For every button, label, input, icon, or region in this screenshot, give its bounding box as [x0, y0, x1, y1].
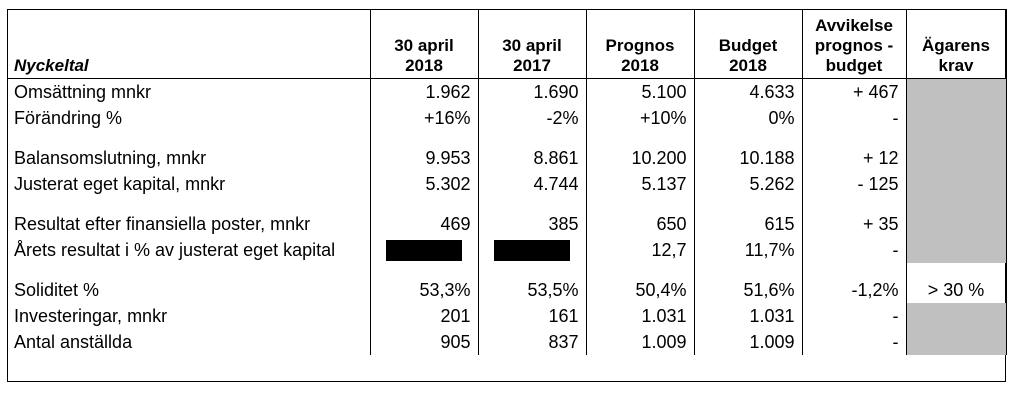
cell-value: 10.188 [694, 145, 802, 171]
header-budget-2018: Budget 2018 [694, 9, 802, 78]
header-agarens-krav: Ägarens krav [906, 9, 1006, 78]
row-label: Antal anställda [7, 329, 370, 355]
cell-value: 201 [370, 303, 478, 329]
key-figures-table [7, 9, 1007, 355]
cell-value: 4.633 [694, 78, 802, 105]
cell-value: 1.031 [694, 303, 802, 329]
cell-value: 1.009 [586, 329, 694, 355]
cell-value: + 12 [802, 145, 906, 171]
row-label: Årets resultat i % av justerat eget kapital [7, 237, 370, 263]
table-row [7, 145, 1006, 171]
cell-value: 50,4% [586, 277, 694, 303]
redacted-cell [478, 237, 586, 263]
owner-requirement-cell [906, 171, 1006, 197]
redaction-bar [386, 240, 462, 261]
redacted-cell [370, 237, 478, 263]
cell-value: - [802, 303, 906, 329]
table-row [7, 329, 1006, 355]
cell-value: 53,3% [370, 277, 478, 303]
cell-value: + 35 [802, 211, 906, 237]
cell-value: 1.962 [370, 78, 478, 105]
cell-value: -1,2% [802, 277, 906, 303]
owner-requirement-cell [906, 329, 1006, 355]
cell-value: 5.137 [586, 171, 694, 197]
row-label: Balansomslutning, mnkr [7, 145, 370, 171]
cell-value: 5.262 [694, 171, 802, 197]
table-row [7, 171, 1006, 197]
owner-requirement-cell [906, 105, 1006, 131]
cell-value: -2% [478, 105, 586, 131]
cell-value: 469 [370, 211, 478, 237]
table-row [7, 303, 1006, 329]
row-label: Investeringar, mnkr [7, 303, 370, 329]
header-30-april-2018: 30 april 2018 [370, 9, 478, 78]
cell-value: 53,5% [478, 277, 586, 303]
cell-value: 12,7 [586, 237, 694, 263]
cell-value: 51,6% [694, 277, 802, 303]
table-row [7, 237, 1006, 263]
cell-value: + 467 [802, 78, 906, 105]
table-row [7, 78, 1006, 105]
cell-value: - [802, 105, 906, 131]
cell-value: 4.744 [478, 171, 586, 197]
cell-value: 5.302 [370, 171, 478, 197]
cell-value: +10% [586, 105, 694, 131]
header-row [7, 9, 1006, 78]
header-avvikelse: Avvikelse prognos - budget [802, 9, 906, 78]
header-nyckeltal: Nyckeltal [7, 9, 370, 78]
row-label: Soliditet % [7, 277, 370, 303]
owner-requirement-cell [906, 237, 1006, 263]
cell-value: 5.100 [586, 78, 694, 105]
row-label: Resultat efter finansiella poster, mnkr [7, 211, 370, 237]
cell-value: 615 [694, 211, 802, 237]
cell-value: - 125 [802, 171, 906, 197]
row-label: Förändring % [7, 105, 370, 131]
cell-value: 837 [478, 329, 586, 355]
cell-value: 1.690 [478, 78, 586, 105]
owner-requirement-cell [906, 211, 1006, 237]
spacer-row [7, 197, 1006, 211]
owner-requirement-cell [906, 303, 1006, 329]
row-label: Omsättning mnkr [7, 78, 370, 105]
owner-requirement-cell [906, 145, 1006, 171]
spacer-row [7, 131, 1006, 145]
redaction-bar [494, 240, 570, 261]
header-30-april-2017: 30 april 2017 [478, 9, 586, 78]
table-row [7, 105, 1006, 131]
cell-value: 11,7% [694, 237, 802, 263]
cell-value: 1.009 [694, 329, 802, 355]
table-row [7, 277, 1006, 303]
cell-value: - [802, 237, 906, 263]
cell-value: 0% [694, 105, 802, 131]
cell-value: 9.953 [370, 145, 478, 171]
cell-value: 161 [478, 303, 586, 329]
cell-value: 10.200 [586, 145, 694, 171]
row-label: Justerat eget kapital, mnkr [7, 171, 370, 197]
cell-value: 905 [370, 329, 478, 355]
cell-value: - [802, 329, 906, 355]
owner-requirement-cell: > 30 % [906, 277, 1006, 303]
spacer-row [7, 263, 1006, 277]
cell-value: 1.031 [586, 303, 694, 329]
cell-value: 8.861 [478, 145, 586, 171]
cell-value: +16% [370, 105, 478, 131]
cell-value: 385 [478, 211, 586, 237]
header-prognos-2018: Prognos 2018 [586, 9, 694, 78]
cell-value: 650 [586, 211, 694, 237]
owner-requirement-cell [906, 78, 1006, 105]
table-row [7, 211, 1006, 237]
